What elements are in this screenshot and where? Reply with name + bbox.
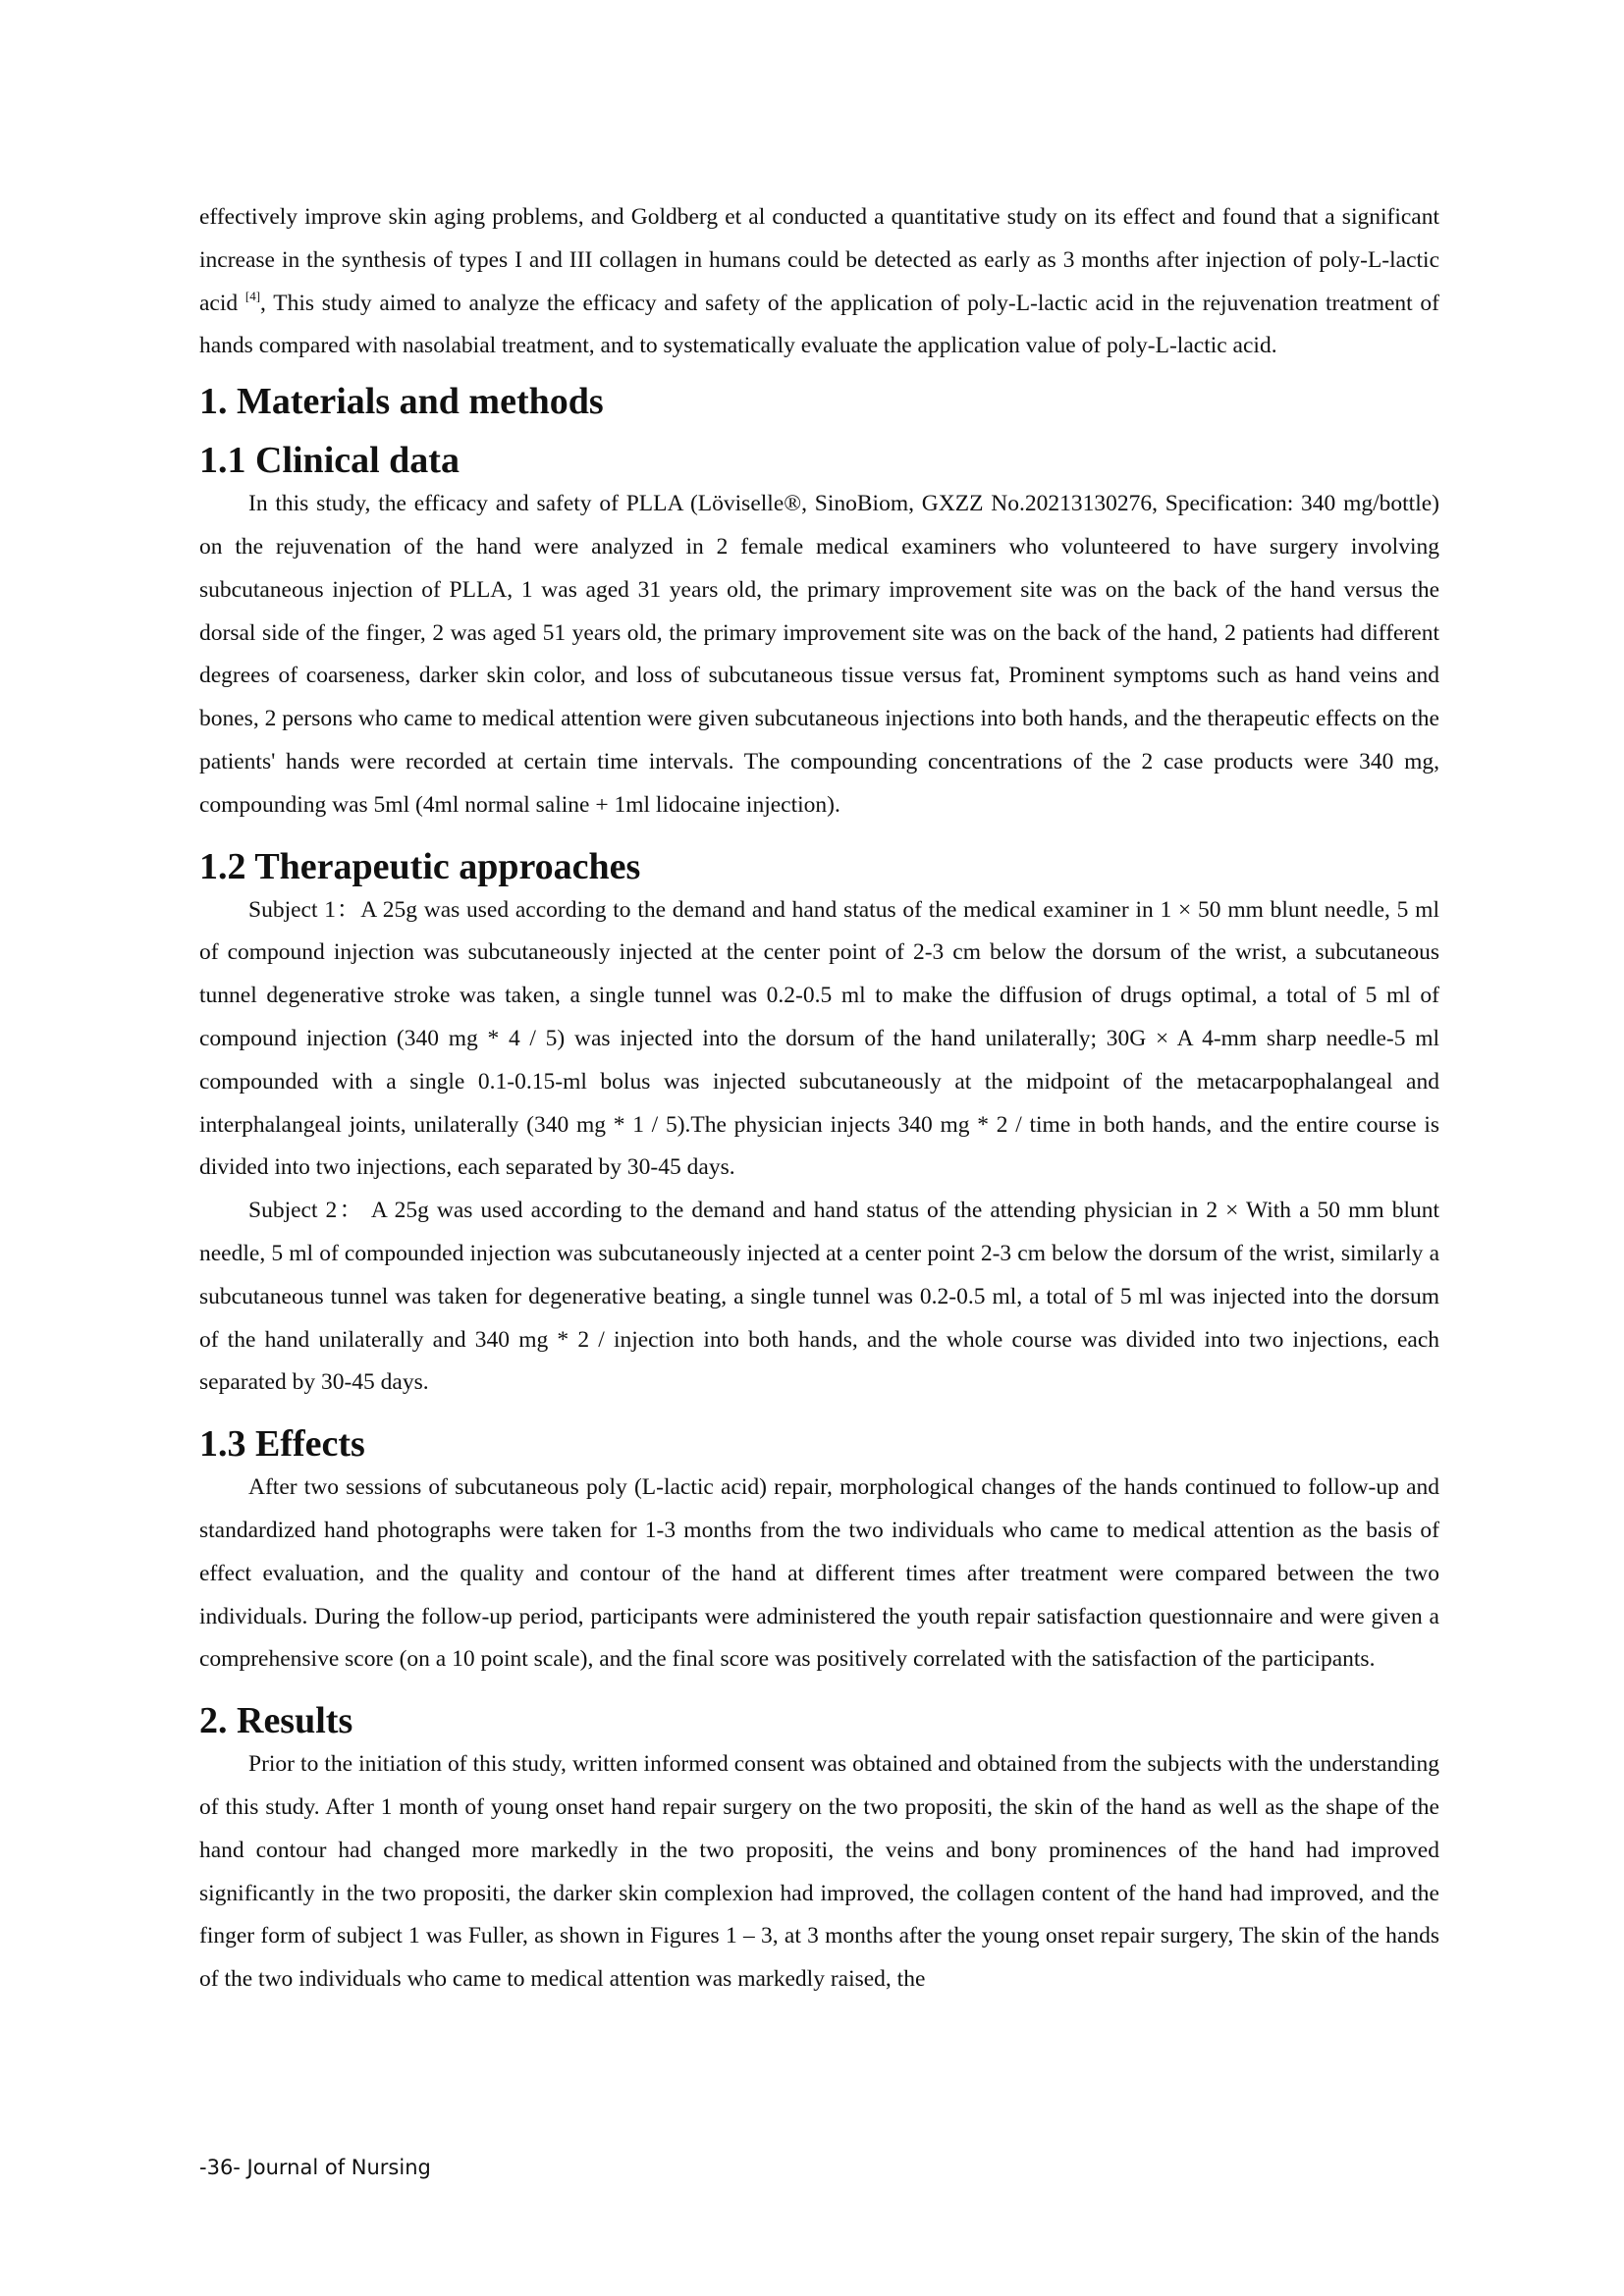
- effects-paragraph: After two sessions of subcutaneous poly (L-lactic acid) repair, morphological changes of the hands continued to follow-up and standardized hand photographs were taken for 1-3 months from the two individuals who came to medical attention as the basis of effect evaluation, and the quality and contour of the hand at different times after treatment were compared between the two individuals. During the follow-up period, participants were administered the youth repair satisfaction questionnaire and were given a comprehensive score (on a 10 point scale), and the final score was positively correlated with the satisfaction of the participants.: [199, 1474, 1439, 1673]
- citation-ref[interactable]: [4]: [244, 288, 261, 303]
- heading-results: 2. Results: [199, 1700, 353, 1742]
- intro-text-a: effectively improve skin aging problems, and Goldberg et al conducted a quantitative study on its effect and found that a significant increase in the synthesis of types I and III collagen in humans could be detected as early as 3 months after injection of poly-L-lactic acid: [199, 204, 1439, 316]
- heading-clinical-data: 1.1 Clinical data: [199, 440, 460, 482]
- therapeutic-paragraph-subject-2: Subject 2： A 25g was used according to the demand and hand status of the attending physician in 2 × With a 50 mm blunt needle, 5 ml of compounded injection was subcutaneously injected at a center point 2-3 cm below the dorsum of the wrist, similarly a subcutaneous tunnel was taken for degenerative beating, a single tunnel was 0.2-0.5 ml, a total of 5 ml was injected into the dorsum of the hand unilaterally and 340 mg * 2 / injection into both hands, and the whole course was divided into two injections, each separated by 30-45 days.: [199, 1198, 1439, 1396]
- therapeutic-paragraph-subject-1: Subject 1：A 25g was used according to the demand and hand status of the medical examiner in 1 × 50 mm blunt needle, 5 ml of compound injection was subcutaneously injected at the center point of 2-3 cm below the dorsum of the wrist, a subcutaneous tunnel degenerative stroke was taken, a single tunnel was 0.2-0.5 ml to make the diffusion of drugs optimal, a total of 5 ml of compound injection (340 mg * 4 / 5) was injected into the dorsum of the hand unilaterally; 30G × A 4-mm sharp needle-5 ml compounded with a single 0.1-0.15-ml bolus was injected subcutaneously at the midpoint of the metacarpophalangeal and interphalangeal joints, unilaterally (340 mg * 1 / 5).The physician injects 340 mg * 2 / time in both hands, and the entire course is divided into two injections, each separated by 30-45 days.: [199, 896, 1439, 1181]
- heading-effects: 1.3 Effects: [199, 1423, 365, 1466]
- results-paragraph: Prior to the initiation of this study, written informed consent was obtained and obtained from the subjects with the understanding of this study. After 1 month of young onset hand repair surgery on the two propositi, the skin of the hand as well as the shape of the hand contour had changed more markedly in the two propositi, the veins and bony prominences of the hand had improved significantly in the two propositi, the darker skin complexion had improved, the collagen content of the hand had improved, and the finger form of subject 1 was Fuller, as shown in Figures 1 – 3, at 3 months after the young onset repair surgery, The skin of the hands of the two individuals who came to medical attention was markedly raised, the: [199, 1751, 1439, 1993]
- heading-therapeutic-approaches: 1.2 Therapeutic approaches: [199, 845, 641, 887]
- article-body: [199, 196, 1439, 2002]
- page-footer: -36- Journal of Nursing: [199, 2156, 431, 2179]
- intro-paragraph: [199, 196, 1439, 368]
- heading-materials-methods: 1. Materials and methods: [199, 381, 604, 423]
- clinical-data-paragraph: In this study, the efficacy and safety of PLLA (Löviselle®, SinoBiom, GXZZ No.20213130276, Specification: 340 mg/bottle) on the rejuvenation of the hand were analyzed in 2 female medical examiners who volunteered to have surgery involving subcutaneous injection of PLLA, 1 was aged 31 years old, the primary improvement site was on the back of the hand versus the dorsal side of the finger, 2 was aged 51 years old, the primary improvement site was on the back of the hand, 2 patients had different degrees of coarseness, darker skin color, and loss of subcutaneous tissue versus fat, Prominent symptoms such as hand veins and bones, 2 persons who came to medical attention were given subcutaneous injections into both hands, and the therapeutic effects on the patients' hands were recorded at certain time intervals. The compounding concentrations of the 2 case products were 340 mg, compounding was 5ml (4ml normal saline + 1ml lidocaine injection).: [199, 491, 1439, 818]
- intro-text-b: , This study aimed to analyze the efficacy and safety of the application of poly-L-lactic acid in the rejuvenation treatment of hands compared with nasolabial treatment, and to systematically evaluate the application value of poly-L-lactic acid.: [199, 290, 1440, 359]
